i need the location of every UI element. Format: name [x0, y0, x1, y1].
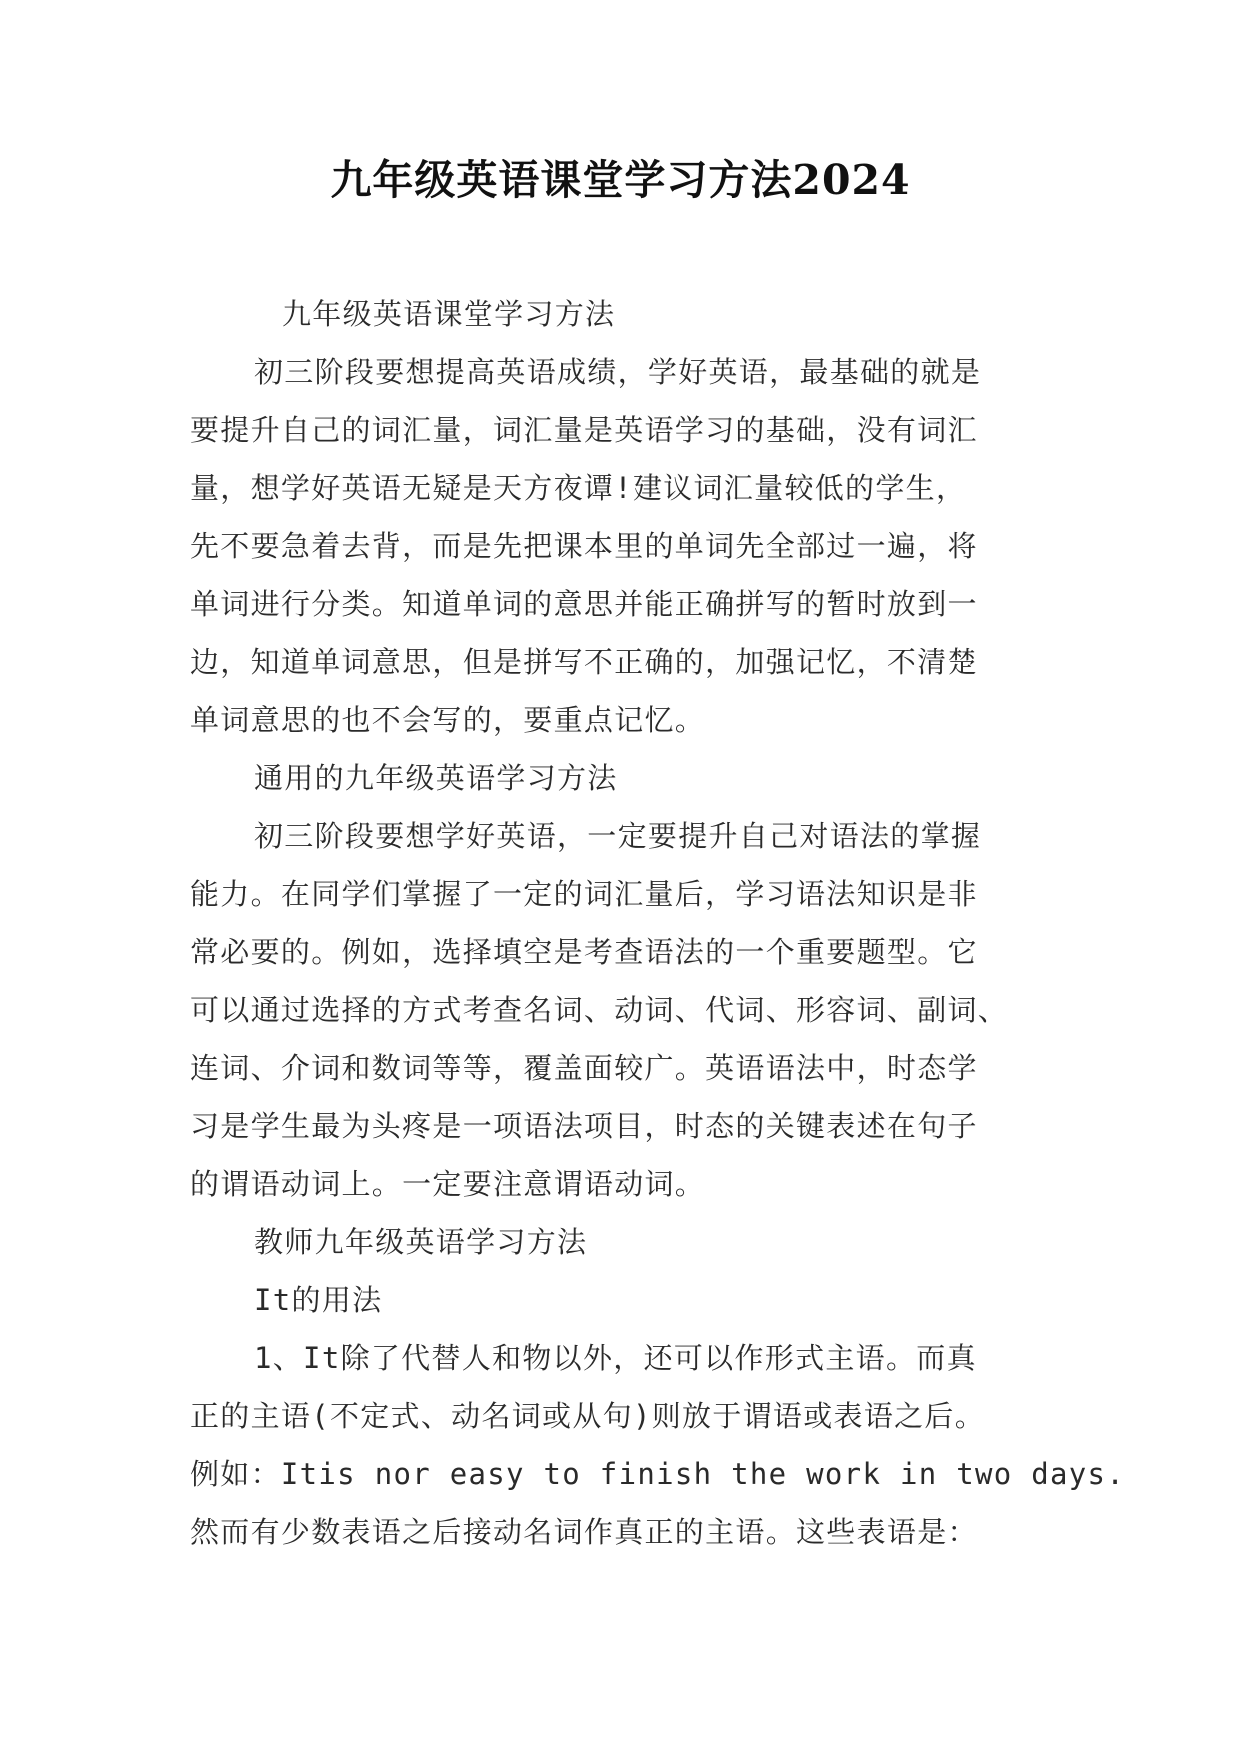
paragraph-line: 正的主语(不定式、动名词或从句)则放于谓语或表语之后。 — [190, 1399, 986, 1433]
paragraph-line: 单词进行分类。知道单词的意思并能正确拼写的暂时放到一 — [190, 587, 978, 621]
paragraph-line: 连词、介词和数词等等，覆盖面较广。英语语法中，时态学 — [190, 1051, 978, 1085]
paragraph-line: 能力。在同学们掌握了一定的词汇量后，学习语法知识是非 — [190, 877, 978, 911]
paragraph-line: 习是学生最为头疼是一项语法项目，时态的关键表述在句子 — [190, 1109, 978, 1143]
paragraph-line: 1、It除了代替人和物以外，还可以作形式主语。而真 — [254, 1341, 977, 1375]
paragraph-line: 常必要的。例如，选择填空是考查语法的一个重要题型。它 — [190, 935, 978, 969]
section-heading: 教师九年级英语学习方法 — [254, 1225, 588, 1259]
paragraph-line: 然而有少数表语之后接动名词作真正的主语。这些表语是： — [190, 1515, 978, 1549]
paragraph-line: 要提升自己的词汇量，词汇量是英语学习的基础，没有词汇 — [190, 413, 978, 447]
section-heading: 通用的九年级英语学习方法 — [254, 761, 618, 795]
paragraph-line: 单词意思的也不会写的，要重点记忆。 — [190, 703, 706, 737]
section-heading: 九年级英语课堂学习方法 — [282, 297, 616, 331]
paragraph-line: 先不要急着去背，而是先把课本里的单词先全部过一遍，将 — [190, 529, 978, 563]
paragraph-line: 可以通过选择的方式考查名词、动词、代词、形容词、副词、 — [190, 993, 1009, 1027]
paragraph-line: 量，想学好英语无疑是天方夜谭!建议词汇量较低的学生， — [190, 471, 967, 505]
subsection-heading: It的用法 — [254, 1283, 383, 1317]
paragraph-line: 初三阶段要想学好英语，一定要提升自己对语法的掌握 — [254, 819, 982, 853]
paragraph-line: 的谓语动词上。一定要注意谓语动词。 — [190, 1167, 706, 1201]
document-body — [190, 285, 1126, 1561]
paragraph-line: 例如：Itis nor easy to finish the work in two days. — [190, 1457, 1126, 1491]
paragraph-line: 边，知道单词意思，但是拼写不正确的，加强记忆，不清楚 — [190, 645, 978, 679]
paragraph-line: 初三阶段要想提高英语成绩，学好英语，最基础的就是 — [254, 355, 982, 389]
document-title: 九年级英语课堂学习方法2024 — [330, 156, 911, 204]
